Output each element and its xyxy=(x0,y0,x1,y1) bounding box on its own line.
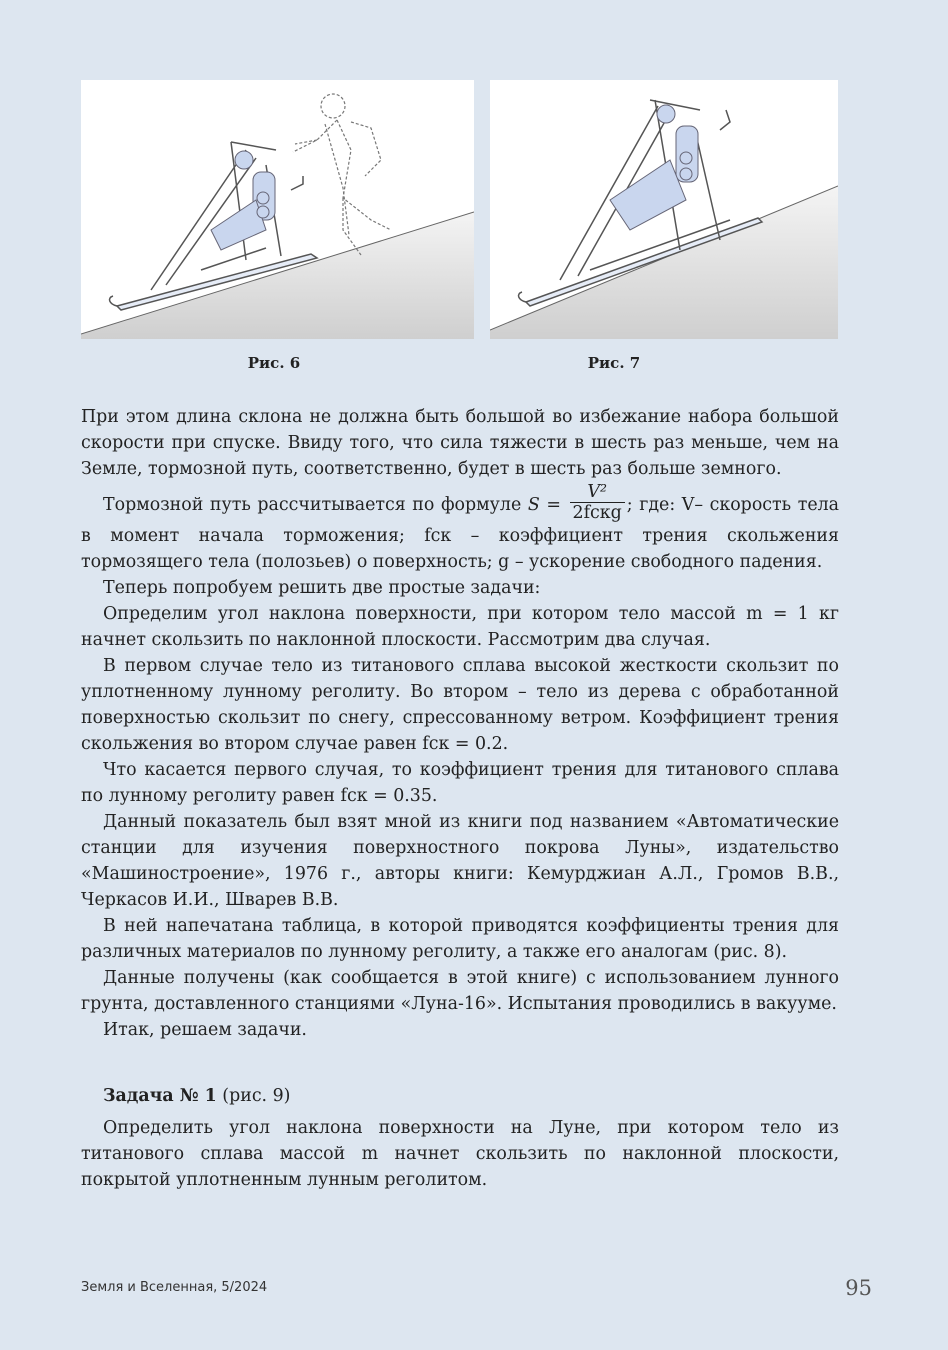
paragraph-5: В первом случае тело из титанового сплава высокой жесткости скользит по уплотненному лунному реголиту. Во втором – тело из дерева с обработанной поверхностью скользит по снегу, спрессованному ветром. Коэффициент трения скольжения во втором случае равен fск = 0.2. xyxy=(81,656,839,754)
paragraph-7: Данный показатель был взят мной из книги под названием «Автоматические станции для изучения поверхностного покрова Луны», издательство «Машиностроение», 1976 г., авторы книги: Кемурджиан А.Л., Громов В.В., Черкасов И.И., Шварев В.В. xyxy=(81,812,839,910)
paragraph-formula xyxy=(81,482,840,575)
formula-fraction xyxy=(570,482,625,523)
paragraph-10: Итак, решаем задачи. xyxy=(103,1020,307,1040)
paragraph-3: Теперь попробуем решить две простые задачи: xyxy=(103,578,541,598)
sled-illustration-7 xyxy=(490,80,838,339)
figure-6-caption: Рис. 6 xyxy=(247,354,301,372)
figure-7-caption: Рис. 7 xyxy=(587,354,641,372)
formula-numerator: V² xyxy=(570,482,625,503)
paragraph-4: Определим угол наклона поверхности, при котором тело массой m = 1 кг начнет скользить по наклонной плоскости. Рассмотрим два случая. xyxy=(81,604,839,650)
paragraph-6: Что касается первого случая, то коэффициент трения для титанового сплава по лунному реголиту равен fск = 0.35. xyxy=(81,760,839,806)
figure-7-sled-on-slope xyxy=(490,80,838,339)
paragraph-1: При этом длина склона не должна быть большой во избежание набора большой скорости при спуске. Ввиду того, что сила тяжести в шесть раз меньше, чем на Земле, тормозной путь, соответственно, будет в шесть раз больше земного. xyxy=(81,407,839,479)
task-title: Задача № 1 xyxy=(103,1086,217,1106)
paragraph-9: Данные получены (как сообщается в этой книге) с использованием лунного грунта, доставленного станциями «Луна-16». Испытания проводились в вакууме. xyxy=(81,968,839,1014)
journal-footer: Земля и Вселенная, 5/2024 xyxy=(81,1280,268,1295)
task-figure-ref: (рис. 9) xyxy=(216,1086,291,1106)
task-heading xyxy=(81,1083,839,1109)
formula-explanation: ; где: V– скорость тела в момент начала торможения; fск – коэффициент трения скольжения тормозящего тела (полозьев) о поверхность; g – ускорение свободного падения. xyxy=(81,495,840,572)
formula-lhs: S = xyxy=(527,495,561,515)
figure-6-sled-with-pusher xyxy=(81,80,474,339)
page-number: 95 xyxy=(845,1276,872,1300)
article-body xyxy=(81,404,839,1193)
formula-intro: Тормозной путь рассчитывается по формуле xyxy=(103,495,522,515)
sled-illustration-6 xyxy=(81,80,474,339)
paragraph-8: В ней напечатана таблица, в которой приводятся коэффициенты трения для различных материалов по лунному реголиту, а также его аналогам (рис. 8). xyxy=(81,916,839,962)
paragraph-task-1: Определить угол наклона поверхности на Луне, при котором тело из титанового сплава массой m начнет скользить по наклонной плоскости, покрытой уплотненным лунным реголитом. xyxy=(81,1118,839,1190)
formula-denominator: 2fскg xyxy=(572,503,622,523)
